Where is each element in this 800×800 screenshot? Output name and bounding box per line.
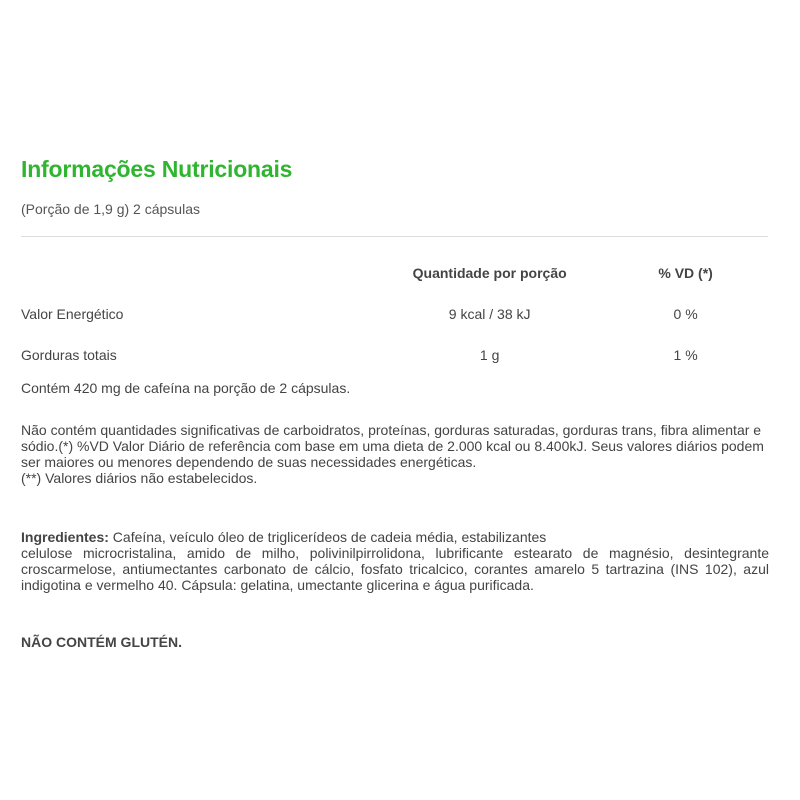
caffeine-note: Contém 420 mg de cafeína na porção de 2 cápsulas.: [21, 380, 351, 396]
nutrient-amount: 9 kcal / 38 kJ: [448, 305, 531, 322]
nutrient-name: Valor Energético: [21, 305, 124, 322]
gluten-notice: NÃO CONTÉM GLUTÉN.: [21, 634, 182, 650]
ingredients-rest: celulose microcristalina, amido de milho, polivinilpirrolidona, lubrificante estearato de magnésio, desintegrante croscarmelose, antiumectantes carbonato de cálcio, fosfato tricalcico, corantes amarelo 5 tartrazina (INS 102), azul indigotina e vermelho 40. Cápsula: gelatina, umectante glicerina e água purificada.: [21, 545, 769, 593]
table-header-row: [21, 252, 768, 293]
table-row: [21, 293, 768, 334]
nutrient-daily-value: 0 %: [673, 305, 698, 322]
nutrition-table: [21, 252, 768, 375]
header-nutrient: [21, 252, 366, 293]
ingredients-first-line: [21, 529, 769, 545]
header-amount: Quantidade por porção: [412, 264, 567, 281]
header-daily-value: % VD (*): [658, 264, 713, 281]
disclaimer-footnote: (**) Valores diários não estabelecidos.: [21, 470, 258, 486]
page-title: Informações Nutricionais: [21, 156, 293, 182]
disclaimer: [21, 422, 769, 486]
nutrient-amount: 1 g: [479, 346, 500, 363]
nutrient-name: Gorduras totais: [21, 346, 117, 363]
ingredients-label: Ingredientes:: [21, 529, 109, 545]
ingredients-first-text: Cafeína, veículo óleo de triglicerídeos de cadeia média, estabilizantes: [108, 529, 547, 545]
ingredients: [21, 529, 769, 593]
portion-size: (Porção de 1,9 g) 2 cápsulas: [21, 201, 200, 217]
disclaimer-main: Não contém quantidades significativas de carboidratos, proteínas, gorduras saturadas, gorduras trans, fibra alimentar e sódio.(*) %VD Valor Diário de referência com base em uma dieta de 2.000 kcal ou 8.400kJ. Seus valores diários podem ser maiores ou menores dependendo de suas necessidades energéticas.: [21, 422, 764, 470]
divider: [21, 236, 768, 237]
nutrient-daily-value: 1 %: [673, 346, 698, 363]
table-row: [21, 334, 768, 375]
